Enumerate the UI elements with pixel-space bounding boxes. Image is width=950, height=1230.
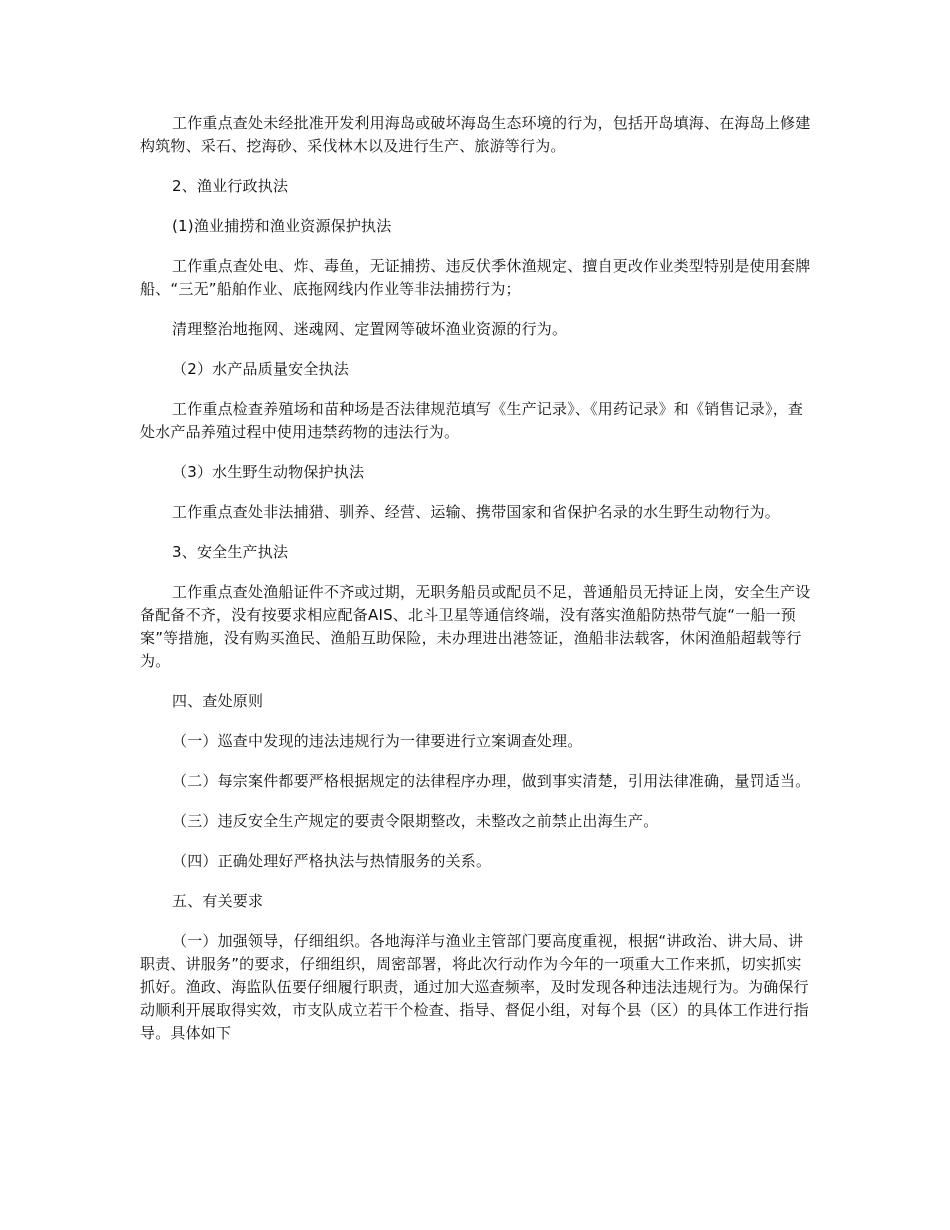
paragraph-cleanup-nets: 清理整治地拖网、迷魂网、定置网等破坏渔业资源的行为。 xyxy=(172,320,568,338)
subheading-fishing-resources: (1)渔业捕捞和渔业资源保护执法 xyxy=(172,217,392,235)
paragraph-aquatic-quality: 工作重点检查养殖场和苗种场是否法律规范填写《生产记录》、《用药记录》和《销售记录》，查处水产品养殖过程中使用违禁药物的违法行为。 xyxy=(140,400,804,441)
paragraph-principle-2: （二）每宗案件都要严格根据规定的法律程序办理，做到事实清楚，引用法律准确，量罚适当。 xyxy=(172,772,811,790)
paragraph-island-focus: 工作重点查处未经批准开发利用海岛或破坏海岛生态环境的行为，包括开岛填海、在海岛上修建构筑物、采石、挖海砂、采伐林木以及进行生产、旅游等行为。 xyxy=(140,114,811,155)
subheading-wildlife-protection: （3）水生野生动物保护执法 xyxy=(172,463,365,481)
paragraph-principle-3: （三）违反安全生产规定的要责令限期整改，未整改之前禁止出海生产。 xyxy=(172,812,659,830)
heading-requirements: 五、有关要求 xyxy=(172,892,264,910)
heading-fishery-enforcement: 2、渔业行政执法 xyxy=(172,177,289,195)
paragraph-fishing-focus: 工作重点查处电、炸、毒鱼，无证捕捞、违反伏季休渔规定、擅自更改作业类型特别是使用套牌船、“三无”船舶作业、底拖网线内作业等非法捕捞行为； xyxy=(140,257,811,298)
paragraph-safety-focus: 工作重点查处渔船证件不齐或过期，无职务船员或配员不足，普通船员无持证上岗，安全生产设备配备不齐，没有按要求相应配备AIS、北斗卫星等通信终端，没有落实渔船防热带气旋“一船一预案”等措施，没有购买渔民、渔船互助保险，未办理进出港签证，渔船非法载客，休闲渔船超载等行为。 xyxy=(140,583,811,670)
subheading-aquatic-quality: （2）水产品质量安全执法 xyxy=(172,360,349,378)
paragraph-wildlife-protection: 工作重点查处非法捕猎、驯养、经营、运输、携带国家和省保护名录的水生野生动物行为。 xyxy=(172,503,781,521)
paragraph-principle-4: （四）正确处理好严格执法与热情服务的关系。 xyxy=(172,852,492,870)
document-page xyxy=(140,112,812,1062)
paragraph-requirement-1: （一）加强领导，仔细组织。各地海洋与渔业主管部门要高度重视，根据“讲政治、讲大局、讲职责、讲服务”的要求，仔细组织，周密部署，将此次行动作为今年的一项重大工作来抓，切实抓实抓好。渔政、海监队伍要仔细履行职责，通过加大巡查频率，及时发现各种违法违规行为。为确保行动顺利开展取得实效，市支队成立若干个检查、指导、督促小组，对每个县（区）的具体工作进行指导。具体如下 xyxy=(140,932,809,1042)
paragraph-principle-1: （一）巡查中发现的违法违规行为一律要进行立案调查处理。 xyxy=(172,732,583,750)
heading-principles: 四、查处原则 xyxy=(172,692,264,710)
heading-safety-enforcement: 3、安全生产执法 xyxy=(172,543,289,561)
